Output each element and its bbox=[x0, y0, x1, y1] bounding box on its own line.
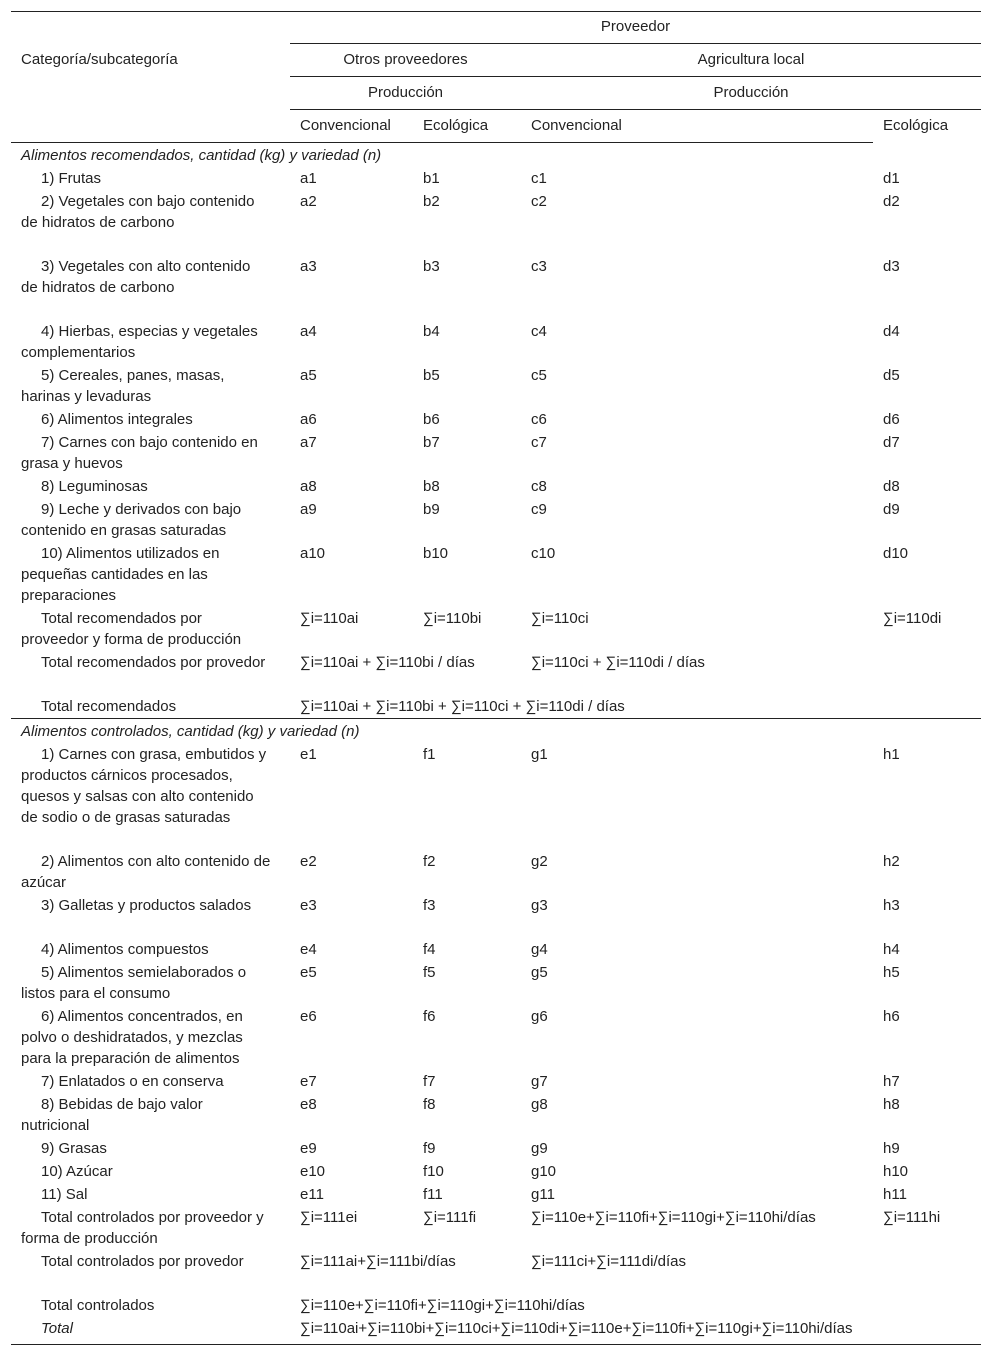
ctl-cell: g6 bbox=[531, 1008, 548, 1025]
rec-cell: b9 bbox=[423, 501, 440, 518]
rec-row-label: 10) Alimentos utilizados en pequeñas cantidades en las preparaciones bbox=[21, 545, 220, 604]
ctl-cell: h3 bbox=[883, 897, 900, 914]
ctl-cell: e8 bbox=[300, 1096, 317, 1113]
rec-cell: a1 bbox=[300, 170, 317, 187]
rec-cell: a6 bbox=[300, 411, 317, 428]
ctl-total-form-cell: ∑i=111fi bbox=[423, 1209, 477, 1226]
ctl-row-label: 9) Grasas bbox=[41, 1140, 107, 1157]
ctl-cell: g11 bbox=[531, 1186, 555, 1203]
ctl-cell: e10 bbox=[300, 1163, 326, 1180]
ctl-cell: f7 bbox=[423, 1073, 436, 1090]
rec-cell: c4 bbox=[531, 323, 547, 340]
header-bottom-rule bbox=[11, 142, 873, 143]
ctl-total-provider-other: ∑i=111ai+∑i=111bi/días bbox=[300, 1253, 456, 1270]
ctl-cell: g3 bbox=[531, 897, 548, 914]
ctl-row-label: 10) Azúcar bbox=[41, 1163, 113, 1180]
ctl-row-label: 4) Alimentos compuestos bbox=[41, 941, 209, 958]
rec-cell: b6 bbox=[423, 411, 440, 428]
header-conventional-local: Convencional bbox=[531, 117, 622, 134]
rec-row-label: 6) Alimentos integrales bbox=[41, 411, 193, 428]
ctl-cell: h5 bbox=[883, 964, 900, 981]
ctl-total-form-cell: ∑i=111ei bbox=[300, 1209, 358, 1226]
ctl-row-label: 8) Bebidas de bajo valor nutricional bbox=[21, 1096, 203, 1134]
rec-cell: b10 bbox=[423, 545, 449, 562]
rec-cell: c7 bbox=[531, 434, 547, 451]
rec-cell: b1 bbox=[423, 170, 440, 187]
rec-cell: c9 bbox=[531, 501, 547, 518]
rec-row-label: 9) Leche y derivados con bajo contenido en grasas saturadas bbox=[21, 501, 242, 539]
ctl-cell: f11 bbox=[423, 1186, 443, 1203]
rec-total-label: Total recomendados bbox=[41, 698, 177, 715]
rec-cell: a7 bbox=[300, 434, 317, 451]
ctl-cell: h8 bbox=[883, 1096, 900, 1113]
ctl-row-label: 1) Carnes con grasa, embutidos y productos cárnicos procesados, quesos y salsas con alto contenido de sodio o de grasas saturadas bbox=[21, 746, 267, 826]
top-rule bbox=[11, 11, 981, 12]
rec-cell: a2 bbox=[300, 193, 317, 210]
rec-row-label: 1) Frutas bbox=[41, 170, 102, 187]
rec-cell: a3 bbox=[300, 258, 317, 275]
rec-total-provider-other: ∑i=110ai + ∑i=110bi / días bbox=[300, 654, 475, 671]
rec-cell: d1 bbox=[883, 170, 900, 187]
rec-cell: c3 bbox=[531, 258, 547, 275]
rec-cell: c1 bbox=[531, 170, 547, 187]
ctl-cell: f5 bbox=[423, 964, 436, 981]
ctl-cell: h4 bbox=[883, 941, 900, 958]
ctl-cell: f4 bbox=[423, 941, 436, 958]
ctl-cell: e6 bbox=[300, 1008, 317, 1025]
rec-cell: c2 bbox=[531, 193, 547, 210]
header-ecological-other: Ecológica bbox=[423, 117, 489, 134]
header-conventional-other: Convencional bbox=[300, 117, 391, 134]
rec-cell: d6 bbox=[883, 411, 900, 428]
rec-cell: d2 bbox=[883, 193, 900, 210]
section-recommended-title: Alimentos recomendados, cantidad (kg) y variedad (n) bbox=[21, 147, 382, 164]
rec-row-label: 8) Leguminosas bbox=[41, 478, 148, 495]
rec-cell: d8 bbox=[883, 478, 900, 495]
ctl-cell: h6 bbox=[883, 1008, 900, 1025]
ctl-cell: g9 bbox=[531, 1140, 548, 1157]
ctl-cell: g5 bbox=[531, 964, 548, 981]
ctl-cell: g7 bbox=[531, 1073, 548, 1090]
ctl-row-label: 5) Alimentos semielaborados o listos para el consumo bbox=[21, 964, 247, 1002]
ctl-total-form-cell: ∑i=111hi bbox=[883, 1209, 941, 1226]
rec-row-label: 3) Vegetales con alto contenido de hidratos de carbono bbox=[21, 258, 251, 296]
rec-row-label: 2) Vegetales con bajo contenido de hidratos de carbono bbox=[21, 193, 255, 231]
ctl-total-provider-label: Total controlados por provedor bbox=[41, 1253, 244, 1270]
ctl-cell: f2 bbox=[423, 853, 436, 870]
rec-cell: d10 bbox=[883, 545, 909, 562]
rec-total-provider-local: ∑i=110ci + ∑i=110di / días bbox=[531, 654, 705, 671]
rec-cell: b5 bbox=[423, 367, 440, 384]
rec-cell: a8 bbox=[300, 478, 317, 495]
provider-rule bbox=[290, 43, 981, 44]
rec-cell: a10 bbox=[300, 545, 326, 562]
ctl-row-label: 6) Alimentos concentrados, en polvo o deshidratados, y mezclas para la preparación de alimentos bbox=[21, 1008, 243, 1067]
header-local-agriculture: Agricultura local bbox=[697, 51, 805, 68]
ctl-row-label: 2) Alimentos con alto contenido de azúcar bbox=[21, 853, 271, 891]
ctl-cell: h7 bbox=[883, 1073, 900, 1090]
rec-cell: c8 bbox=[531, 478, 547, 495]
rec-cell: c10 bbox=[531, 545, 556, 562]
rec-cell: b4 bbox=[423, 323, 440, 340]
rec-cell: a9 bbox=[300, 501, 317, 518]
ctl-row-label: 3) Galletas y productos salados bbox=[41, 897, 252, 914]
header-ecological-local: Ecológica bbox=[883, 117, 949, 134]
rec-cell: d9 bbox=[883, 501, 900, 518]
ctl-cell: e5 bbox=[300, 964, 317, 981]
rec-total-form-cell: ∑i=110ai bbox=[300, 610, 359, 627]
ctl-total-value: ∑i=110e+∑i=110fi+∑i=110gi+∑i=110hi/días bbox=[300, 1297, 585, 1314]
ctl-cell: g4 bbox=[531, 941, 548, 958]
ctl-row-label: 7) Enlatados o en conserva bbox=[41, 1073, 224, 1090]
header-provider: Proveedor bbox=[600, 18, 671, 35]
rec-cell: d5 bbox=[883, 367, 900, 384]
rec-row-label: 4) Hierbas, especias y vegetales complementarios bbox=[21, 323, 258, 361]
ctl-cell: e2 bbox=[300, 853, 317, 870]
rec-cell: a4 bbox=[300, 323, 317, 340]
ctl-cell: f10 bbox=[423, 1163, 444, 1180]
rec-total-form-cell: ∑i=110bi bbox=[423, 610, 482, 627]
ctl-cell: f6 bbox=[423, 1008, 436, 1025]
ctl-cell: h2 bbox=[883, 853, 900, 870]
ctl-cell: e7 bbox=[300, 1073, 317, 1090]
ctl-cell: e11 bbox=[300, 1186, 324, 1203]
ctl-row-label: 11) Sal bbox=[41, 1186, 88, 1203]
ctl-cell: f8 bbox=[423, 1096, 436, 1113]
rec-total-form-cell: ∑i=110di bbox=[883, 610, 942, 627]
grand-total-value: ∑i=110ai+∑i=110bi+∑i=110ci+∑i=110di+∑i=110e+∑i=110fi+∑i=110gi+∑i=110hi/días bbox=[300, 1320, 853, 1337]
ctl-cell: e3 bbox=[300, 897, 317, 914]
rec-total-value: ∑i=110ai + ∑i=110bi + ∑i=110ci + ∑i=110di / días bbox=[300, 698, 625, 715]
rec-cell: b3 bbox=[423, 258, 440, 275]
ctl-cell: f9 bbox=[423, 1140, 436, 1157]
ctl-cell: e4 bbox=[300, 941, 317, 958]
ctl-total-provider-local: ∑i=111ci+∑i=111di/días bbox=[531, 1253, 686, 1270]
header-category: Categoría/subcategoría bbox=[21, 51, 178, 68]
ctl-total-form-label: Total controlados por proveedor y forma de producción bbox=[21, 1209, 264, 1247]
rec-total-form-cell: ∑i=110ci bbox=[531, 610, 589, 627]
subprovider-rule bbox=[290, 76, 981, 77]
ctl-total-form-cell: ∑i=110e+∑i=110fi+∑i=110gi+∑i=110hi/días bbox=[531, 1209, 816, 1226]
rec-row-label: 5) Cereales, panes, masas, harinas y levaduras bbox=[21, 367, 225, 405]
section-controlled-title: Alimentos controlados, cantidad (kg) y variedad (n) bbox=[21, 723, 360, 740]
header-production-other: Producción bbox=[367, 84, 444, 101]
rec-cell: d4 bbox=[883, 323, 900, 340]
ctl-cell: h9 bbox=[883, 1140, 900, 1157]
rec-cell: c6 bbox=[531, 411, 547, 428]
ctl-total-label: Total controlados bbox=[41, 1297, 155, 1314]
rec-cell: d7 bbox=[883, 434, 900, 451]
header-production-local: Producción bbox=[713, 84, 789, 101]
ctl-cell: h11 bbox=[883, 1186, 907, 1203]
ctl-cell: h10 bbox=[883, 1163, 909, 1180]
rec-cell: d3 bbox=[883, 258, 900, 275]
rec-total-form-label: Total recomendados por proveedor y forma de producción bbox=[21, 610, 242, 648]
header-other-providers: Otros proveedores bbox=[343, 51, 468, 68]
production-rule bbox=[290, 109, 981, 110]
rec-cell: b7 bbox=[423, 434, 440, 451]
ctl-cell: g10 bbox=[531, 1163, 557, 1180]
ctl-cell: g8 bbox=[531, 1096, 548, 1113]
section-divider bbox=[11, 718, 981, 719]
rec-cell: c5 bbox=[531, 367, 547, 384]
rec-row-label: 7) Carnes con bajo contenido en grasa y huevos bbox=[21, 434, 258, 472]
ctl-cell: g2 bbox=[531, 853, 548, 870]
bottom-rule bbox=[11, 1344, 981, 1345]
ctl-cell: f1 bbox=[423, 746, 436, 763]
rec-cell: a5 bbox=[300, 367, 317, 384]
ctl-cell: f3 bbox=[423, 897, 436, 914]
rec-total-provider-label: Total recomendados por provedor bbox=[41, 654, 266, 671]
ctl-cell: e1 bbox=[300, 746, 317, 763]
ctl-cell: e9 bbox=[300, 1140, 317, 1157]
ctl-cell: h1 bbox=[883, 746, 900, 763]
rec-cell: b2 bbox=[423, 193, 440, 210]
rec-cell: b8 bbox=[423, 478, 440, 495]
grand-total-label: Total bbox=[41, 1320, 73, 1337]
ctl-cell: g1 bbox=[531, 746, 548, 763]
